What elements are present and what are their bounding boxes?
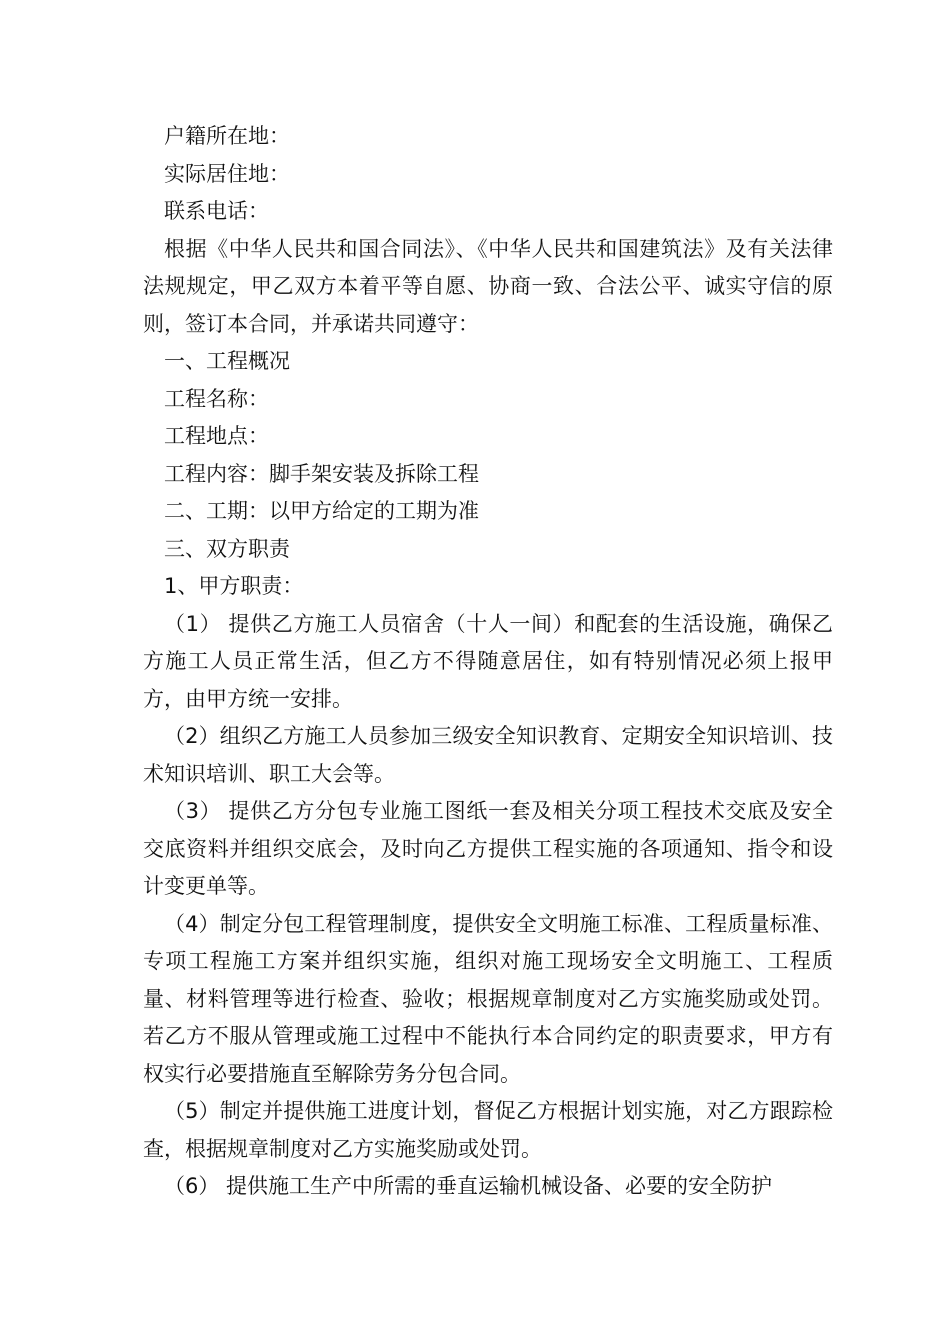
- project-name-line: 工程名称：: [164, 386, 269, 411]
- duty-item-3: （3） 提供乙方分包专业施工图纸一套及相关分项工程技术交底及安全交底资料并组织交底会，及时向乙方提供工程实施的各项通知、指令和设计变更单等。: [143, 799, 833, 898]
- subheading-party-a-duties: 1、甲方职责：: [164, 574, 304, 598]
- duty-item-6: （6） 提供施工生产中所需的垂直运输机械设备、必要的安全防护: [164, 1174, 773, 1198]
- duty-item-5: （5）制定并提供施工进度计划，督促乙方根据计划实施，对乙方跟踪检查，根据规章制度对乙方实施奖励或处罚。: [143, 1099, 833, 1161]
- duty-item-4: （4）制定分包工程管理制度，提供安全文明施工标准、工程质量标准、专项工程施工方案并组织实施，组织对施工现场安全文明施工、工程质量、材料管理等进行检查、验收；根据规章制度对乙方实施奖励或处罚。若乙方不服从管理或施工过程中不能执行本合同约定的职责要求，甲方有权实行必要措施直至解除劳务分包合同。: [143, 911, 833, 1086]
- section-heading-project-overview: 一、工程概况: [164, 349, 290, 373]
- duty-item-2: （2）组织乙方施工人员参加三级安全知识教育、定期安全知识培训、技术知识培训、职工大会等。: [143, 724, 833, 786]
- phone-line: 联系电话：: [164, 199, 269, 223]
- section-heading-responsibilities: 三、双方职责: [164, 536, 290, 561]
- section-heading-duration: 二、工期：以甲方给定的工期为准: [164, 499, 479, 523]
- document-body: [143, 118, 833, 1206]
- household-registration-line: 户籍所在地：: [164, 124, 290, 148]
- project-content-line: 工程内容：脚手架安装及拆除工程: [164, 461, 479, 486]
- duty-item-1: （1） 提供乙方施工人员宿舍（十人一间）和配套的生活设施，确保乙方施工人员正常生活，但乙方不得随意居住，如有特别情况必须上报甲方，由甲方统一安排。: [143, 611, 833, 711]
- project-location-line: 工程地点：: [164, 424, 269, 448]
- legal-basis-paragraph: 根据《中华人民共和国合同法》、《中华人民共和国建筑法》及有关法律法规规定，甲乙双方本着平等自愿、协商一致、合法公平、诚实守信的原则，签订本合同，并承诺共同遵守：: [143, 236, 833, 336]
- residence-line: 实际居住地：: [164, 161, 290, 186]
